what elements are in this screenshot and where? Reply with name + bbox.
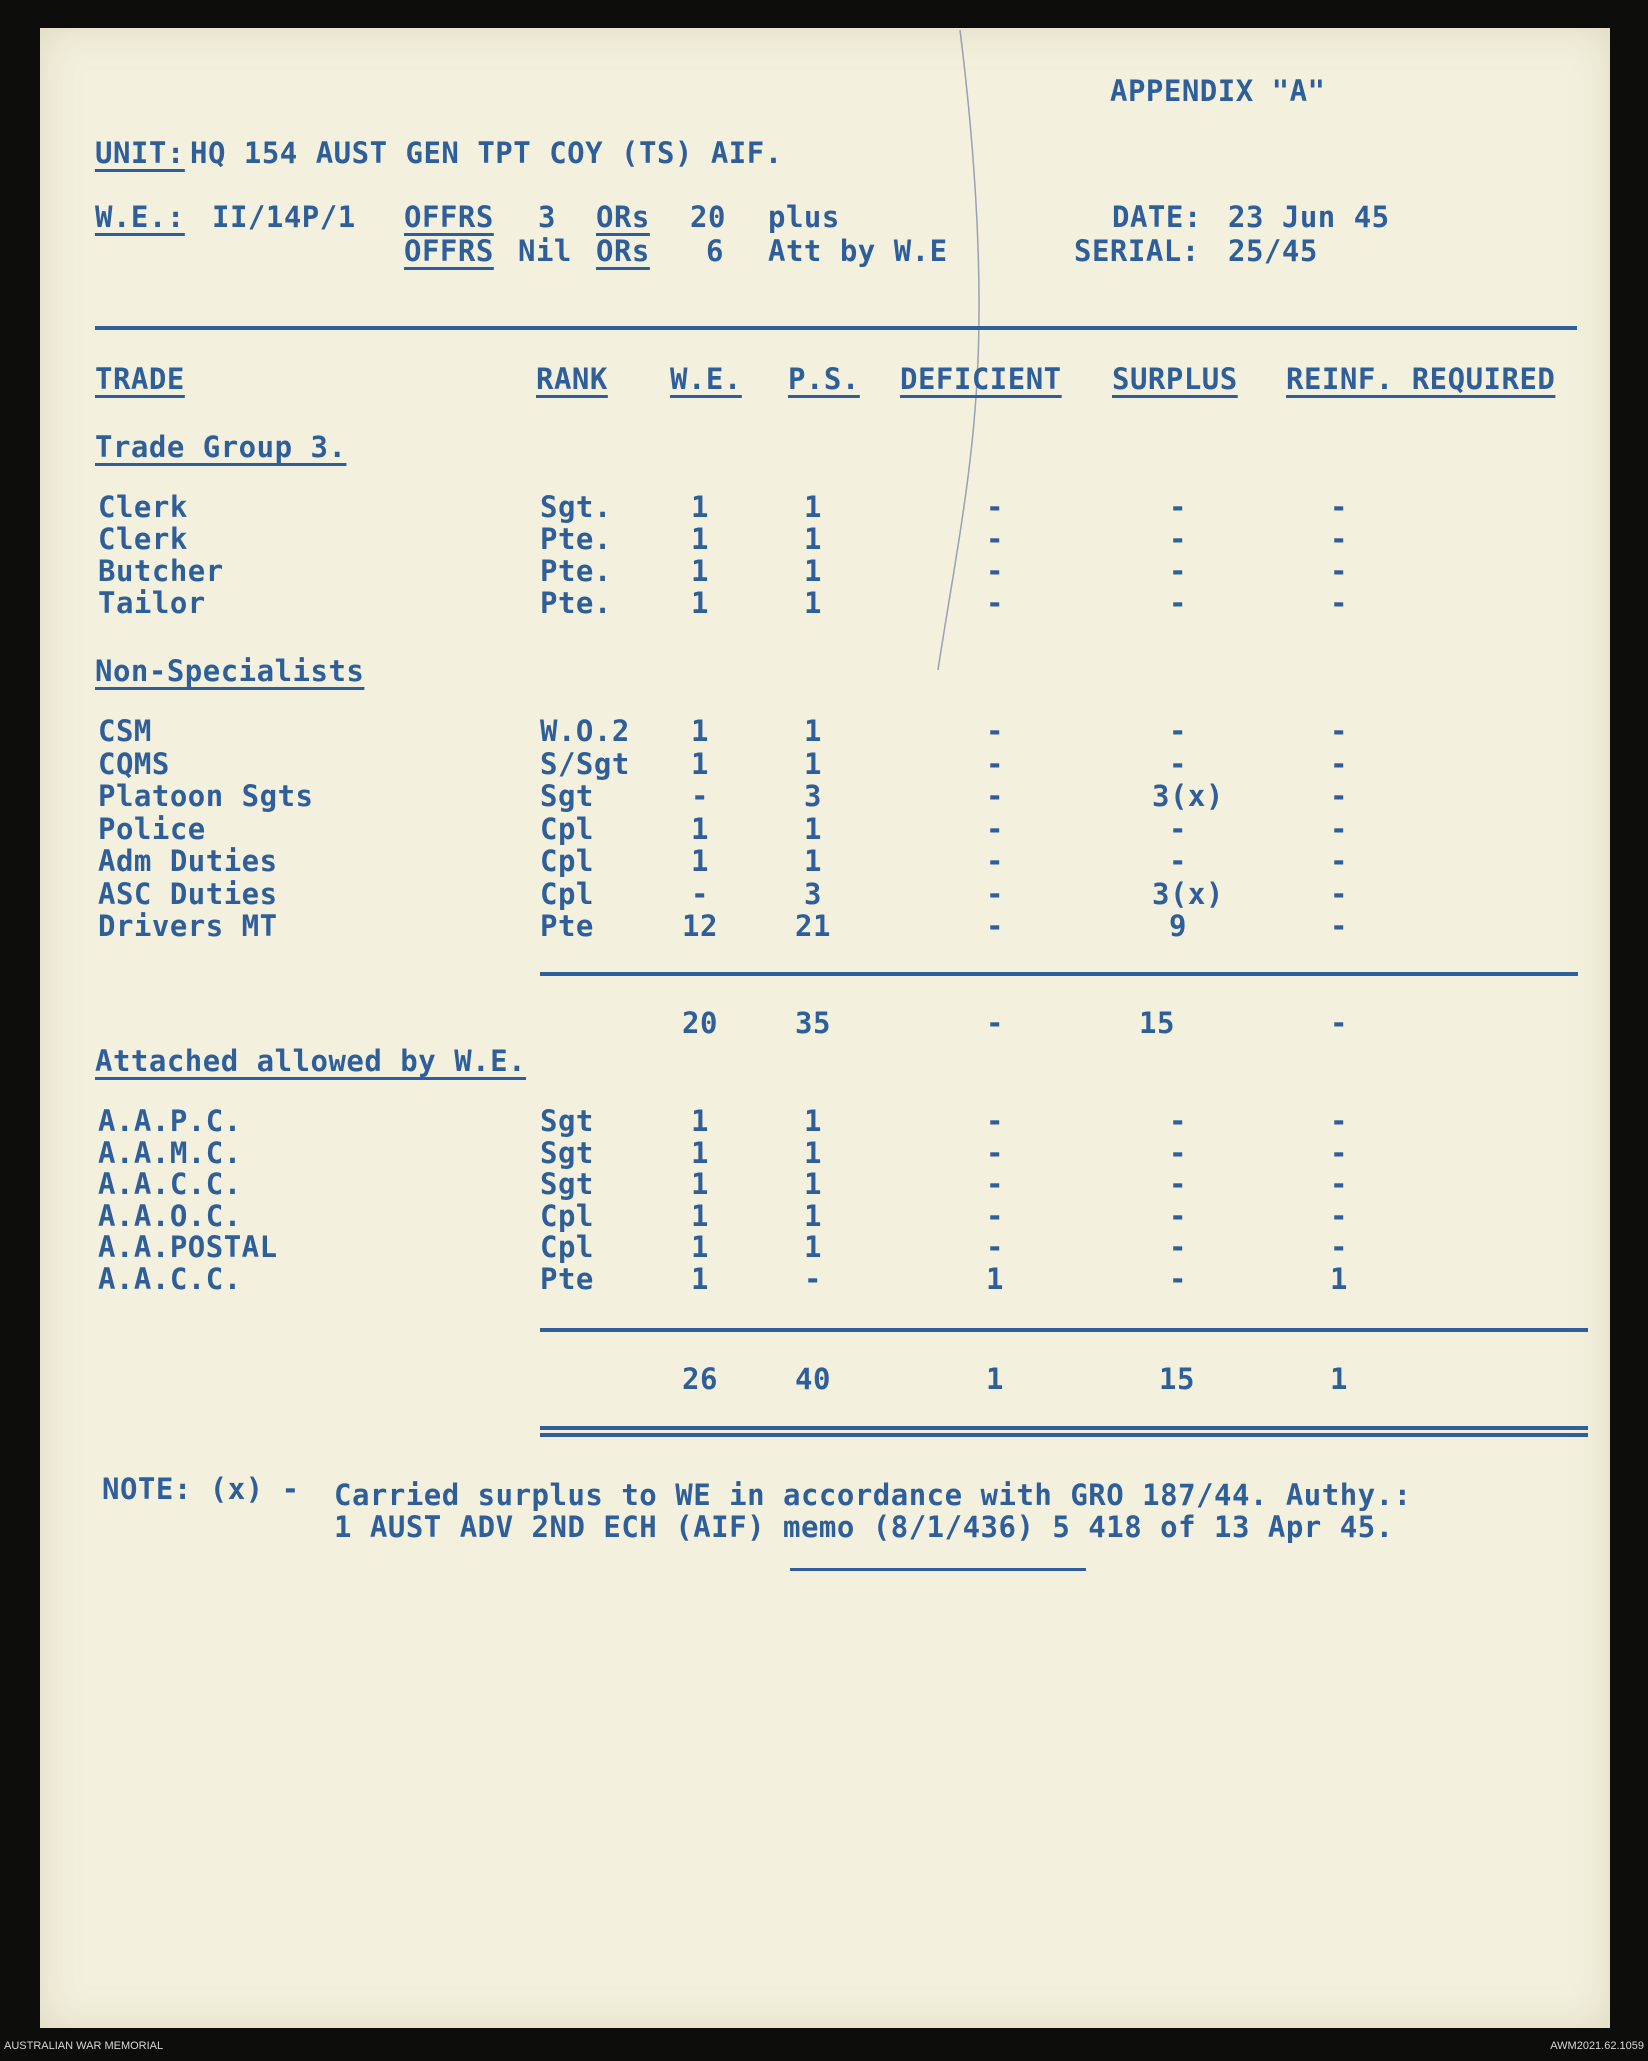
date-value: 23 Jun 45 xyxy=(1228,200,1390,234)
cell-surplus: - xyxy=(1169,1198,1187,1233)
cell-ps: - xyxy=(804,1261,822,1296)
cell-we: 1 xyxy=(691,522,709,556)
cell-surplus: 3(x) xyxy=(1152,876,1224,911)
cell-we: 1 xyxy=(691,554,709,588)
cell-rank: Sgt xyxy=(540,1135,594,1170)
cell-rank: Pte xyxy=(540,909,594,943)
cell-deficient: - xyxy=(986,714,1004,748)
cell-ps: 1 xyxy=(804,1104,822,1138)
cell-rank: Pte. xyxy=(540,586,612,620)
cell-surplus: - xyxy=(1169,844,1187,878)
cell-rank: Cpl xyxy=(540,1198,594,1233)
cell-surplus: - xyxy=(1169,522,1187,556)
cell-ps: 21 xyxy=(795,909,831,943)
cell-ps: 1 xyxy=(804,746,822,781)
cell-surplus: - xyxy=(1169,746,1187,781)
cell-trade: Drivers MT xyxy=(98,909,278,943)
cell-surplus: - xyxy=(1169,1135,1187,1170)
cell-rank: Pte. xyxy=(540,554,612,588)
cell-we: 1 xyxy=(691,844,709,878)
cell-surplus: 3(x) xyxy=(1152,779,1224,813)
ors-value-2: 6 xyxy=(706,234,724,268)
cell-rank: Sgt xyxy=(540,1104,594,1138)
cell-ps: 1 xyxy=(804,586,822,620)
cell-reinf: - xyxy=(1330,876,1348,911)
cell-rank: Cpl xyxy=(540,811,594,846)
offrs-label-2: OFFRS xyxy=(404,234,494,268)
cell-rank: Sgt. xyxy=(540,490,612,524)
date-label: DATE: xyxy=(1112,200,1202,234)
cell-surplus: - xyxy=(1169,490,1187,524)
ors-label-1: ORs xyxy=(596,200,650,234)
cell-reinf: - xyxy=(1330,1167,1348,1201)
cell-trade: Clerk xyxy=(98,490,188,524)
cell-deficient: - xyxy=(986,554,1004,588)
subtotal-rule xyxy=(540,972,1578,976)
cell-deficient: - xyxy=(986,811,1004,846)
cell-rank: Cpl xyxy=(540,844,594,878)
total-surplus: 15 xyxy=(1159,1362,1195,1396)
cell-trade: CSM xyxy=(98,714,152,748)
cell-trade: A.A.C.C. xyxy=(98,1261,242,1296)
cell-we: 1 xyxy=(691,714,709,748)
cell-deficient: - xyxy=(986,1230,1004,1264)
note-label: NOTE: (x) - xyxy=(102,1472,300,1506)
cell-reinf: - xyxy=(1330,844,1348,878)
we-value: II/14P/1 xyxy=(212,200,356,234)
cell-reinf: - xyxy=(1330,522,1348,556)
cell-deficient: - xyxy=(986,586,1004,620)
cell-we: 1 xyxy=(691,586,709,620)
cell-we: 1 xyxy=(691,1135,709,1170)
col-deficient: DEFICIENT xyxy=(900,362,1062,396)
cell-ps: 1 xyxy=(804,1167,822,1201)
cell-we: - xyxy=(691,779,709,813)
cell-reinf: - xyxy=(1330,490,1348,524)
subtotal-ps: 35 xyxy=(795,1006,831,1040)
total-we: 26 xyxy=(682,1362,718,1396)
cell-reinf: - xyxy=(1330,1198,1348,1233)
cell-reinf: - xyxy=(1330,746,1348,781)
cell-we: 1 xyxy=(691,1261,709,1296)
subtotal-reinf: - xyxy=(1330,1006,1348,1040)
unit-value: HQ 154 AUST GEN TPT COY (TS) AIF. xyxy=(190,136,783,170)
cell-reinf: 1 xyxy=(1330,1261,1348,1296)
col-surplus: SURPLUS xyxy=(1112,362,1238,396)
cell-rank: Cpl xyxy=(540,1230,594,1264)
cell-deficient: - xyxy=(986,876,1004,911)
footer-right: AWM2021.62.1059 xyxy=(1550,2040,1644,2052)
cell-reinf: - xyxy=(1330,909,1348,943)
total-reinf: 1 xyxy=(1330,1362,1348,1396)
cell-deficient: - xyxy=(986,1104,1004,1138)
cell-trade: Butcher xyxy=(98,554,224,588)
serial-label: SERIAL: xyxy=(1074,234,1200,268)
cell-trade: CQMS xyxy=(98,746,170,781)
cell-rank: S/Sgt xyxy=(540,746,630,781)
cell-ps: 1 xyxy=(804,1135,822,1170)
we-label: W.E.: xyxy=(95,200,185,234)
cell-rank: Pte xyxy=(540,1261,594,1296)
cell-ps: 1 xyxy=(804,554,822,588)
section-non-specialists: Non-Specialists xyxy=(95,654,365,688)
cell-we: 1 xyxy=(691,1230,709,1264)
cell-we: 1 xyxy=(691,1198,709,1233)
cell-ps: 1 xyxy=(804,1230,822,1264)
cell-rank: Cpl xyxy=(540,876,594,911)
ors-label-2: ORs xyxy=(596,234,650,268)
cell-we: 1 xyxy=(691,1167,709,1201)
cell-ps: 1 xyxy=(804,1198,822,1233)
cell-deficient: - xyxy=(986,1198,1004,1233)
col-ps: P.S. xyxy=(788,362,860,396)
cell-we: 1 xyxy=(691,1104,709,1138)
cell-trade: A.A.P.C. xyxy=(98,1104,242,1138)
cell-we: 1 xyxy=(691,746,709,781)
cell-deficient: - xyxy=(986,746,1004,781)
cell-reinf: - xyxy=(1330,1104,1348,1138)
cell-surplus: - xyxy=(1169,1230,1187,1264)
cell-we: 1 xyxy=(691,811,709,846)
cell-deficient: 1 xyxy=(986,1261,1004,1296)
cell-reinf: - xyxy=(1330,714,1348,748)
total-rule-top xyxy=(540,1328,1588,1332)
cell-rank: Pte. xyxy=(540,522,612,556)
cell-surplus: - xyxy=(1169,1104,1187,1138)
cell-deficient: - xyxy=(986,1167,1004,1201)
cell-surplus: - xyxy=(1169,811,1187,846)
cell-surplus: - xyxy=(1169,1261,1187,1296)
cell-trade: Platoon Sgts xyxy=(98,779,314,813)
cell-trade: Adm Duties xyxy=(98,844,278,878)
cell-reinf: - xyxy=(1330,1135,1348,1170)
footer-left: AUSTRALIAN WAR MEMORIAL xyxy=(4,2040,164,2052)
offrs-value-2: Nil xyxy=(518,234,572,268)
note-rule xyxy=(790,1568,1086,1571)
total-rule-bottom-2 xyxy=(540,1433,1588,1437)
total-deficient: 1 xyxy=(986,1362,1004,1396)
cell-ps: 1 xyxy=(804,714,822,748)
cell-deficient: - xyxy=(986,522,1004,556)
cell-reinf: - xyxy=(1330,779,1348,813)
cell-reinf: - xyxy=(1330,586,1348,620)
cell-trade: A.A.POSTAL xyxy=(98,1230,278,1264)
cell-surplus: - xyxy=(1169,714,1187,748)
cell-surplus: - xyxy=(1169,1167,1187,1201)
cell-ps: 3 xyxy=(804,779,822,813)
ors-value-1: 20 xyxy=(690,200,726,234)
subtotal-surplus: 15 xyxy=(1139,1006,1175,1040)
col-trade: TRADE xyxy=(95,362,185,396)
line2-suffix: Att by W.E xyxy=(768,234,948,268)
cell-rank: Sgt xyxy=(540,1167,594,1201)
cell-surplus: - xyxy=(1169,554,1187,588)
col-we: W.E. xyxy=(670,362,742,396)
cell-reinf: - xyxy=(1330,1230,1348,1264)
cell-trade: Clerk xyxy=(98,522,188,556)
note-line-1: Carried surplus to WE in accordance with GRO 187/44. Authy.: xyxy=(334,1478,1412,1512)
total-rule-bottom-1 xyxy=(540,1426,1588,1430)
cell-ps: 1 xyxy=(804,844,822,878)
cell-we: 1 xyxy=(691,490,709,524)
cell-trade: Tailor xyxy=(98,586,206,620)
cell-ps: 1 xyxy=(804,490,822,524)
cell-trade: A.A.M.C. xyxy=(98,1135,242,1170)
cell-we: 12 xyxy=(682,909,718,943)
cell-deficient: - xyxy=(986,490,1004,524)
cell-reinf: - xyxy=(1330,554,1348,588)
cell-rank: Sgt xyxy=(540,779,594,813)
note-line-2: 1 AUST ADV 2ND ECH (AIF) memo (8/1/436) 5 418 of 13 Apr 45. xyxy=(334,1510,1394,1544)
col-rank: RANK xyxy=(536,362,608,396)
cell-ps: 1 xyxy=(804,811,822,846)
cell-trade: Police xyxy=(98,811,206,846)
subtotal-we: 20 xyxy=(682,1006,718,1040)
section-trade-group: Trade Group 3. xyxy=(95,430,347,464)
col-reinf: REINF. REQUIRED xyxy=(1286,362,1556,396)
cell-rank: W.O.2 xyxy=(540,714,630,748)
appendix-label: APPENDIX "A" xyxy=(1110,74,1326,108)
cell-reinf: - xyxy=(1330,811,1348,846)
cell-deficient: - xyxy=(986,779,1004,813)
cell-surplus: 9 xyxy=(1169,909,1187,943)
offrs-label-1: OFFRS xyxy=(404,200,494,234)
unit-label: UNIT: xyxy=(95,136,185,170)
subtotal-deficient: - xyxy=(986,1006,1004,1040)
cell-deficient: - xyxy=(986,1135,1004,1170)
cell-surplus: - xyxy=(1169,586,1187,620)
line1-suffix: plus xyxy=(768,200,840,234)
serial-value: 25/45 xyxy=(1228,234,1318,268)
cell-trade: ASC Duties xyxy=(98,876,278,911)
cell-trade: A.A.O.C. xyxy=(98,1198,242,1233)
section-attached: Attached allowed by W.E. xyxy=(95,1044,527,1078)
cell-ps: 1 xyxy=(804,522,822,556)
cell-trade: A.A.C.C. xyxy=(98,1167,242,1201)
cell-deficient: - xyxy=(986,909,1004,943)
total-ps: 40 xyxy=(795,1362,831,1396)
cell-ps: 3 xyxy=(804,876,822,911)
offrs-value-1: 3 xyxy=(538,200,556,234)
cell-we: - xyxy=(691,876,709,911)
header-rule xyxy=(95,326,1577,330)
cell-deficient: - xyxy=(986,844,1004,878)
